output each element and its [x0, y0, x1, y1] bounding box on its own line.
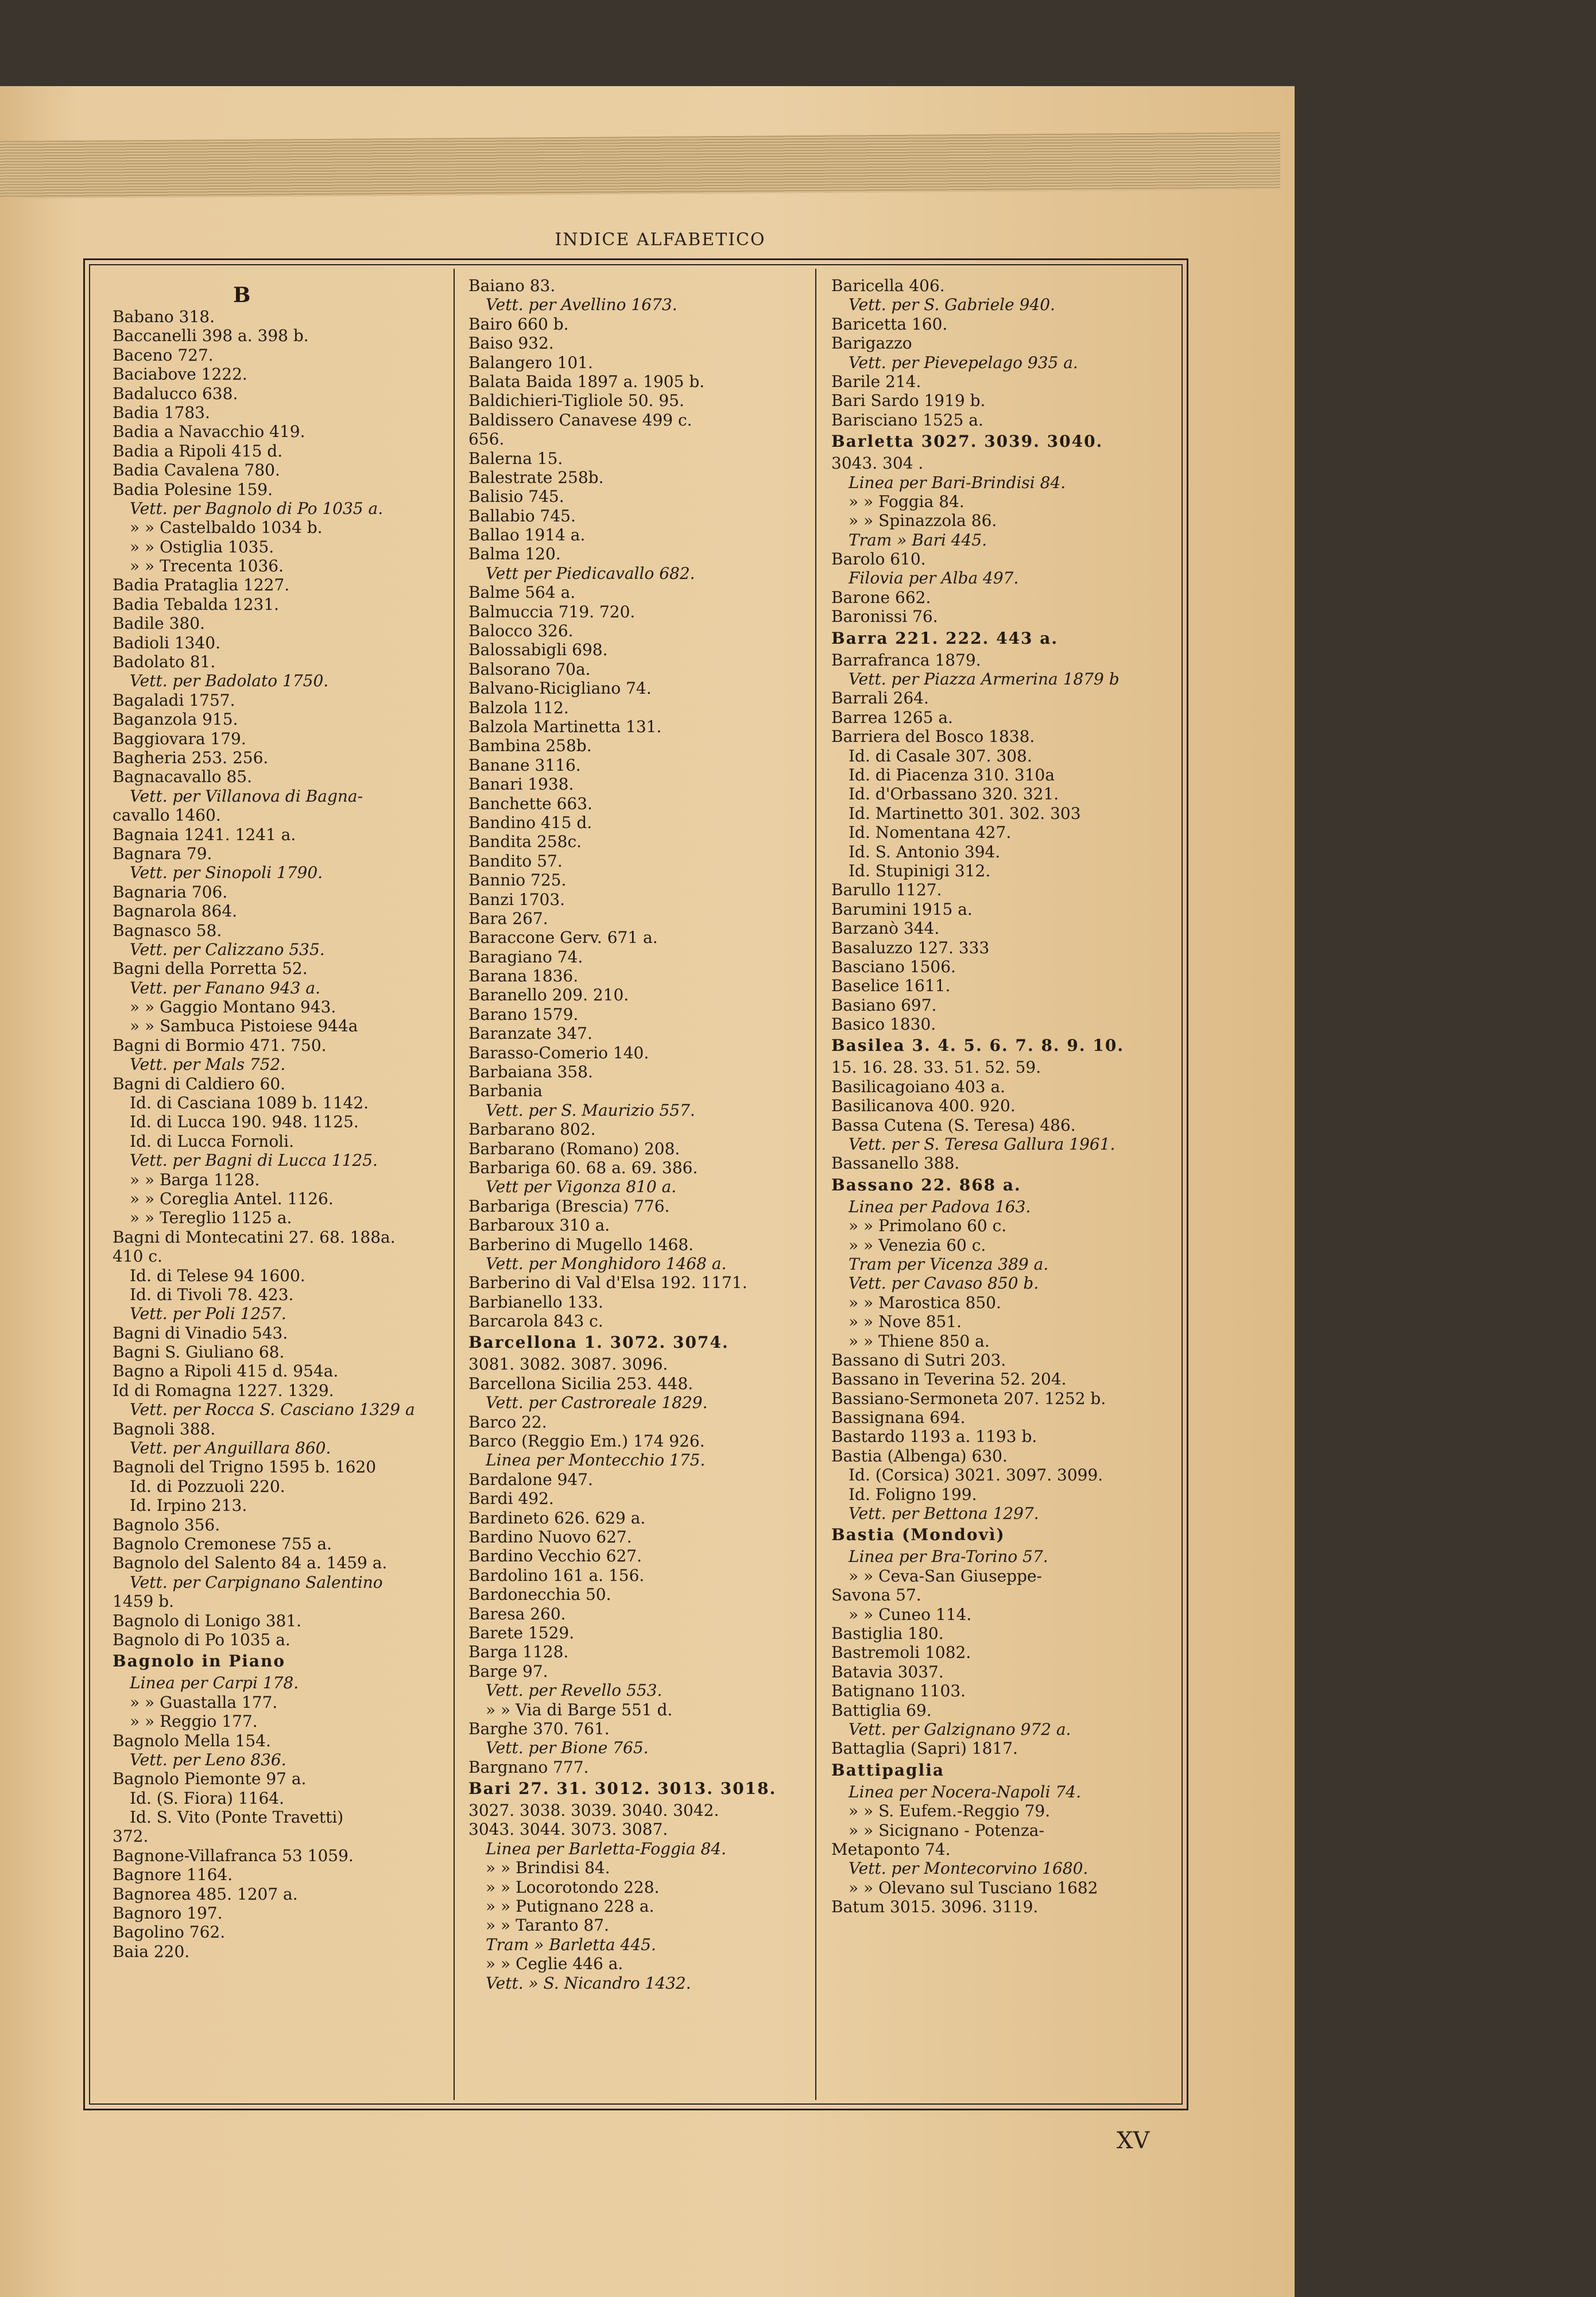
index-entry: Ballabio 745.	[468, 506, 576, 525]
index-entry: » » Spinazzola 86.	[849, 511, 997, 531]
index-entry: Bara 267.	[468, 908, 548, 928]
index-entry: Banzi 1703.	[468, 890, 565, 909]
index-entry: Linea per Padova 163.	[849, 1197, 1031, 1216]
index-entry: Balata Baida 1897 a. 1905 b.	[468, 372, 705, 391]
index-entry: Barge 97.	[468, 1661, 548, 1681]
index-entry: Vett. per Galzignano 972 a.	[849, 1719, 1071, 1739]
index-entry: Bassano 22. 868 a.	[831, 1175, 1021, 1194]
index-entry: Tram per Vicenza 389 a.	[849, 1254, 1049, 1274]
index-entry: Id. di Pozzuoli 220.	[130, 1476, 285, 1496]
index-entry: Basaluzzo 127. 333	[831, 938, 990, 957]
index-entry: Bagni di Caldiero 60.	[113, 1074, 286, 1093]
index-entry: Balestrate 258b.	[468, 467, 604, 487]
index-entry: » » Coreglia Antel. 1126.	[130, 1189, 334, 1208]
index-entry: Bannio 725.	[468, 871, 567, 890]
index-entry: Badalucco 638.	[113, 384, 238, 403]
index-entry: Linea per Montecchio 175.	[486, 1451, 706, 1470]
index-entry: Bastremoli 1082.	[831, 1643, 971, 1662]
index-entry: » » Ceglie 446 a.	[486, 1954, 623, 1974]
index-entry: Bari Sardo 1919 b.	[831, 391, 986, 411]
index-entry: Id. di Lucca 190. 948. 1125.	[130, 1112, 359, 1132]
index-entry: Bassa Cutena (S. Teresa) 486.	[831, 1115, 1076, 1135]
index-entry: Baceno 727.	[113, 345, 214, 365]
index-entry: Baiano 83.	[468, 276, 556, 295]
index-entry: Bagolino 762.	[113, 1923, 226, 1942]
index-entry: Barberino di Val d'Elsa 192. 1171.	[468, 1273, 747, 1293]
index-entry: Barbarano (Romano) 208.	[468, 1139, 680, 1158]
index-entry: Batignano 1103.	[831, 1681, 966, 1701]
index-entry: Banchette 663.	[468, 794, 592, 813]
index-entry: Id. Martinetto 301. 302. 303	[849, 803, 1081, 823]
index-entry: Bagnolo di Po 1035 a.	[113, 1630, 290, 1649]
index-entry: Badia a Navacchio 419.	[113, 422, 305, 442]
index-entry: Barghe 370. 761.	[468, 1719, 610, 1738]
index-entry: Batavia 3037.	[831, 1662, 944, 1681]
index-entry: Bagheria 253. 256.	[113, 748, 269, 767]
index-entry: Vett. per Poli 1257.	[130, 1304, 286, 1324]
index-entry: Vett. per Badolato 1750.	[130, 671, 329, 691]
index-entry: Barra 221. 222. 443 a.	[831, 628, 1059, 648]
index-entry: Tram » Bari 445.	[849, 530, 987, 550]
index-entry: » » Brindisi 84.	[486, 1858, 610, 1878]
index-entry: Vett. per S. Maurizio 557.	[486, 1100, 695, 1120]
index-entry: Bandito 57.	[468, 851, 563, 871]
index-entry: Vett. per Montecorvino 1680.	[849, 1859, 1088, 1878]
index-entry: » » Venezia 60 c.	[849, 1235, 986, 1255]
index-entry: Id. di Casale 307. 308.	[849, 746, 1032, 765]
index-entry: Basciano 1506.	[831, 957, 956, 976]
index-entry: Vett. per Leno 836.	[130, 1750, 286, 1769]
index-entry: Bagnolo in Piano	[113, 1652, 286, 1671]
index-entry: Baganzola 915.	[113, 710, 238, 729]
index-entry: Bagnacavallo 85.	[113, 767, 253, 787]
index-entry: Barasso-Comerio 140.	[468, 1043, 649, 1062]
index-entry: Bagnorea 485. 1207 a.	[113, 1884, 298, 1904]
index-entry: Basico 1830.	[831, 1015, 936, 1034]
index-entry: Vett. per Calizzano 535.	[130, 939, 325, 959]
index-entry: Barbaiana 358.	[468, 1062, 593, 1082]
index-entry: Baragiano 74.	[468, 947, 583, 966]
index-entry: Babano 318.	[113, 307, 215, 326]
index-entry: Id. S. Antonio 394.	[849, 842, 1001, 861]
index-entry: Id. di Piacenza 310. 310a	[849, 765, 1055, 784]
index-entry: » » Ostiglia 1035.	[130, 537, 274, 556]
index-entry: Bassanello 388.	[831, 1154, 960, 1173]
index-entry: Badia Prataglia 1227.	[113, 575, 290, 595]
index-entry: Barcellona 1. 3072. 3074.	[468, 1333, 729, 1352]
index-entry: Vett. per Cavaso 850 b.	[849, 1274, 1039, 1293]
index-entry: Filovia per Alba 497.	[849, 569, 1019, 588]
index-entry: » » Marostica 850.	[849, 1293, 1001, 1312]
index-entry: Bagnasco 58.	[113, 921, 222, 940]
index-entry: Barrali 264.	[831, 689, 929, 708]
index-entry: » » Barga 1128.	[130, 1170, 260, 1189]
index-entry: Id. di Tivoli 78. 423.	[130, 1285, 294, 1304]
index-entry: Barete 1529.	[468, 1623, 575, 1642]
index-entry: 3081. 3082. 3087. 3096.	[468, 1355, 668, 1374]
index-entry: Balzola Martinetta 131.	[468, 717, 662, 736]
index-entry: Battiglia 69.	[831, 1700, 932, 1720]
index-entry: Id. di Casciana 1089 b. 1142.	[130, 1093, 369, 1113]
index-entry: Baresa 260.	[468, 1604, 566, 1623]
index-entry: Bagni S. Giuliano 68.	[113, 1343, 285, 1362]
index-entry: Barano 1579.	[468, 1004, 579, 1024]
index-entry: Bastardo 1193 a. 1193 b.	[831, 1427, 1037, 1447]
index-entry: 15. 16. 28. 33. 51. 52. 59.	[831, 1058, 1041, 1077]
index-entry: Vett. per Sinopoli 1790.	[130, 863, 323, 883]
index-entry: Barbaroux 310 a.	[468, 1216, 610, 1235]
index-entry: 656.	[468, 430, 505, 449]
index-entry: Linea per Carpi 178.	[130, 1673, 299, 1693]
index-entry: Vett per Piedicavallo 682.	[486, 563, 695, 583]
index-entry: Vett. per Castroreale 1829.	[486, 1393, 708, 1413]
index-entry: Badioli 1340.	[113, 633, 220, 652]
index-entry: Bagni di Vinadio 543.	[113, 1323, 288, 1343]
index-entry: Bagni della Porretta 52.	[113, 959, 308, 979]
index-entry: Baricetta 160.	[831, 314, 948, 334]
index-entry: Linea per Barletta-Foggia 84.	[486, 1839, 727, 1858]
index-entry: Barrafranca 1879.	[831, 650, 981, 670]
index-entry: Vett. per Anguillara 860.	[130, 1438, 331, 1458]
index-entry: Bardi 492.	[468, 1489, 554, 1509]
index-entry: Bassignana 694.	[831, 1408, 966, 1428]
index-entry: Bagnarola 864.	[113, 902, 238, 921]
index-entry: Id. di Telese 94 1600.	[130, 1266, 305, 1285]
index-entry: Barriera del Bosco 1838.	[831, 727, 1035, 747]
index-entry: Battaglia (Sapri) 1817.	[831, 1739, 1018, 1758]
index-entry: Vett. per Villanova di Bagna-	[130, 786, 363, 806]
index-entry: Bagnaia 1241. 1241 a.	[113, 825, 296, 844]
index-entry: Baricella 406.	[831, 276, 945, 295]
index-entry: Bari 27. 31. 3012. 3013. 3018.	[468, 1779, 777, 1799]
index-entry: Banari 1938.	[468, 775, 574, 794]
index-entry: Badia Tebalda 1231.	[113, 594, 280, 614]
index-entry: Bagni di Montecatini 27. 68. 188a.	[113, 1227, 396, 1247]
index-entry: Bassano in Teverina 52. 204.	[831, 1370, 1067, 1389]
index-entry: Bastia (Mondovì)	[831, 1525, 1005, 1545]
index-entry: Barco (Reggio Em.) 174 926.	[468, 1432, 705, 1451]
index-entry: 1459 b.	[113, 1592, 174, 1611]
index-entry: Vett. per Bagni di Lucca 1125.	[130, 1151, 378, 1170]
index-entry: » » Gaggio Montano 943.	[130, 997, 336, 1017]
index-entry: Id. S. Vito (Ponte Travetti)	[130, 1808, 344, 1827]
index-entry: Barbianello 133.	[468, 1292, 603, 1312]
index-entry: Barone 662.	[831, 587, 931, 607]
index-entry: Vett. per S. Teresa Gallura 1961.	[849, 1135, 1115, 1154]
index-entry: Id. Stupinigi 312.	[849, 861, 991, 880]
page-number: XV	[1117, 2128, 1150, 2154]
index-entry: Baggiovara 179.	[113, 729, 246, 748]
index-entry: Baccanelli 398 a. 398 b.	[113, 326, 309, 346]
index-entry: » » Olevano sul Tusciano 1682	[849, 1878, 1098, 1897]
index-entry: Bardino Vecchio 627.	[468, 1546, 642, 1566]
index-entry: Basilea 3. 4. 5. 6. 7. 8. 9. 10.	[831, 1036, 1125, 1055]
index-entry: Balossabigli 698.	[468, 640, 608, 660]
index-entry: Baciabove 1222.	[113, 365, 247, 384]
index-entry: » » Primolano 60 c.	[849, 1216, 1007, 1236]
index-entry: Batum 3015. 3096. 3119.	[831, 1897, 1039, 1917]
index-entry: Id. (Corsica) 3021. 3097. 3099.	[849, 1465, 1103, 1485]
index-entry: Barisciano 1525 a.	[831, 410, 983, 430]
index-entry: Barcarola 843 c.	[468, 1312, 603, 1331]
index-entry: Bardalone 947.	[468, 1470, 593, 1489]
index-entry: Vett. per Monghidoro 1468 a.	[486, 1254, 727, 1273]
index-entry: Balerna 15.	[468, 448, 563, 468]
index-entry: » » Via di Barge 551 d.	[486, 1700, 673, 1719]
index-entry: Bastia (Albenga) 630.	[831, 1446, 1008, 1465]
index-entry: Balsorano 70a.	[468, 659, 591, 679]
index-entry: Vett. per Avellino 1673.	[486, 295, 677, 315]
index-entry: Savona 57.	[831, 1586, 921, 1605]
index-entry: Bardineto 626. 629 a.	[468, 1508, 646, 1528]
index-entry: » » S. Eufem.-Reggio 79.	[849, 1801, 1051, 1821]
index-entry: Basiano 697.	[831, 995, 937, 1015]
index-entry: » » Nove 851.	[849, 1312, 962, 1332]
index-frame	[83, 258, 1188, 2110]
index-entry: » » Putignano 228 a.	[486, 1897, 654, 1916]
index-entry: Baranzate 347.	[468, 1024, 592, 1043]
index-entry: Baronissi 76.	[831, 607, 938, 627]
index-entry: Vett. per Revello 553.	[486, 1681, 663, 1700]
index-entry: Barletta 3027. 3039. 3040.	[831, 432, 1103, 451]
index-entry: Barbarano 802.	[468, 1120, 596, 1139]
index-entry: Balisio 745.	[468, 487, 564, 506]
index-entry: Bassiano-Sermoneta 207. 1252 b.	[831, 1389, 1106, 1408]
index-entry: Bardolino 161 a. 156.	[468, 1565, 645, 1585]
index-entry: » » Thiene 850 a.	[849, 1331, 990, 1351]
index-entry: Bagnore 1164.	[113, 1865, 233, 1885]
index-entry: Vett. per Pievepelago 935 a.	[849, 353, 1078, 372]
index-entry: Id. (S. Fiora) 1164.	[130, 1788, 284, 1808]
index-entry: Vett. per Mals 752.	[130, 1055, 286, 1074]
index-entry: Bandita 258c.	[468, 832, 582, 852]
index-entry: » » Tereglio 1125 a.	[130, 1208, 292, 1228]
index-entry: Bagnone-Villafranca 53 1059.	[113, 1846, 354, 1865]
running-head: INDICE ALFABETICO	[555, 230, 766, 250]
index-entry: Badia a Ripoli 415 d.	[113, 441, 283, 461]
index-entry: Balangero 101.	[468, 353, 593, 372]
index-entry: Vett. » S. Nicandro 1432.	[486, 1973, 691, 1993]
index-entry: Id. Foligno 199.	[849, 1484, 977, 1504]
index-entry: Bardonecchia 50.	[468, 1585, 611, 1604]
index-entry: Barile 214.	[831, 372, 921, 391]
index-entry: Barolo 610.	[831, 550, 926, 569]
index-entry: 3027. 3038. 3039. 3040. 3042.	[468, 1801, 719, 1820]
index-entry: Id. d'Orbassano 320. 321.	[849, 784, 1059, 804]
index-entry: Bambina 258b.	[468, 736, 592, 756]
index-entry: Vett. per Fanano 943 a.	[130, 978, 320, 997]
index-entry: Bagnoli 388.	[113, 1419, 216, 1438]
index-entry: Bargnano 777.	[468, 1757, 589, 1777]
page-edge-stack	[0, 132, 1280, 199]
index-entry: Barberino di Mugello 1468.	[468, 1235, 694, 1254]
index-entry: Balocco 326.	[468, 621, 574, 641]
index-entry: Bagnolo Cremonese 755 a.	[113, 1534, 332, 1553]
index-entry: Bagnolo Mella 154.	[113, 1731, 271, 1750]
index-entry: Vett. per Bione 765.	[486, 1738, 649, 1758]
index-entry: Basilicagoiano 403 a.	[831, 1077, 1006, 1096]
index-entry: Bagnolo di Lonigo 381.	[113, 1611, 302, 1630]
index-entry: Badia Cavalena 780.	[113, 461, 280, 480]
section-letter: B	[233, 283, 252, 307]
index-entry: Banane 3116.	[468, 755, 581, 775]
index-entry: Badia Polesine 159.	[113, 479, 273, 499]
index-column-1	[113, 283, 415, 1961]
index-entry: Barana 1836.	[468, 966, 579, 986]
index-entry: Bagno a Ripoli 415 d. 954a.	[113, 1362, 339, 1381]
index-entry: Bassano di Sutri 203.	[831, 1350, 1006, 1370]
index-entry: Bairo 660 b.	[468, 314, 569, 334]
index-entry: Linea per Nocera-Napoli 74.	[849, 1782, 1081, 1801]
column-divider	[454, 269, 455, 2100]
index-entry: Baldissero Canavese 499 c.	[468, 410, 692, 430]
index-entry: Barumini 1915 a.	[831, 899, 973, 919]
index-entry: Barga 1128.	[468, 1642, 569, 1662]
index-entry: Vett. per Carpignano Salentino	[130, 1572, 383, 1592]
index-entry: Bardino Nuovo 627.	[468, 1528, 632, 1546]
index-entry: Barullo 1127.	[831, 880, 942, 900]
index-entry: Balzola 112.	[468, 698, 569, 717]
index-entry: Bagnaria 706.	[113, 882, 228, 902]
index-entry: 410 c.	[113, 1247, 162, 1266]
index-entry: Bagni di Bormio 471. 750.	[113, 1035, 327, 1055]
index-entry: Balme 564 a.	[468, 583, 576, 602]
index-entry: » » Castelbaldo 1034 b.	[130, 518, 323, 537]
index-entry: » » Sambuca Pistoiese 944a	[130, 1016, 358, 1036]
index-entry: Bagnolo Piemonte 97 a.	[113, 1769, 307, 1789]
index-entry: 3043. 3044. 3073. 3087.	[468, 1820, 668, 1839]
index-entry: » » Trecenta 1036.	[130, 556, 284, 576]
index-column-3	[831, 276, 1124, 1916]
index-entry: Barbariga 60. 68 a. 69. 386.	[468, 1158, 698, 1177]
index-entry: » » Sicignano - Potenza-	[849, 1820, 1044, 1840]
index-entry: » » Ceva-San Giuseppe-	[849, 1566, 1043, 1586]
index-entry: cavallo 1460.	[113, 806, 221, 825]
index-entry: Barzanò 344.	[831, 919, 940, 938]
index-entry: Vett. per Bagnolo di Po 1035 a.	[130, 498, 383, 518]
index-entry: Baselice 1611.	[831, 976, 951, 996]
index-entry: Badolato 81.	[113, 652, 216, 672]
index-entry: Id di Romagna 1227. 1329.	[113, 1380, 334, 1400]
index-entry: Id. Nomentana 427.	[849, 823, 1012, 842]
index-entry: Barbariga (Brescia) 776.	[468, 1196, 670, 1216]
index-entry: 3043. 304 .	[831, 454, 924, 473]
index-entry: Tram » Barletta 445.	[486, 1935, 656, 1954]
index-entry: Barcellona Sicilia 253. 448.	[468, 1374, 694, 1393]
index-entry: Id. di Lucca Fornoli.	[130, 1131, 294, 1151]
index-entry: Baraccone Gerv. 671 a.	[468, 928, 658, 948]
index-entry: Barbania	[468, 1081, 543, 1101]
index-entry: Bagnoro 197.	[113, 1904, 223, 1923]
index-entry: Balmuccia 719. 720.	[468, 602, 636, 621]
index-entry: Vett. per S. Gabriele 940.	[849, 295, 1055, 315]
index-entry: Bagnara 79.	[113, 844, 212, 863]
index-entry: Vett per Vigonza 810 a.	[486, 1177, 677, 1197]
index-entry: Barigazzo	[831, 334, 912, 353]
index-entry: Battipaglia	[831, 1760, 945, 1780]
index-entry: Id. Irpino 213.	[130, 1496, 247, 1515]
index-entry: Balvano-Ricigliano 74.	[468, 679, 652, 698]
index-entry: Barrea 1265 a.	[831, 707, 953, 727]
index-entry: Linea per Bra-Torino 57.	[849, 1547, 1048, 1567]
index-entry: Bandino 415 d.	[468, 813, 592, 832]
index-entry: Badia 1783.	[113, 403, 210, 422]
index-entry: » » Locorotondo 228.	[486, 1877, 660, 1897]
index-entry: Metaponto 74.	[831, 1839, 951, 1859]
index-entry: Vett. per Bettona 1297.	[849, 1504, 1039, 1523]
index-entry: Barco 22.	[468, 1412, 547, 1432]
index-entry: Bastiglia 180.	[831, 1624, 944, 1643]
index-entry: Balma 120.	[468, 544, 561, 564]
index-entry: Badile 380.	[113, 614, 205, 633]
index-entry: Bagaladi 1757.	[113, 690, 235, 710]
index-entry: Baldichieri-Tigliole 50. 95.	[468, 391, 684, 411]
index-entry: Basilicanova 400. 920.	[831, 1096, 1016, 1116]
index-entry: Baiso 932.	[468, 334, 554, 353]
index-entry: Vett. per Rocca S. Casciano 1329 a	[130, 1400, 415, 1420]
index-entry: 372.	[113, 1827, 149, 1846]
index-entry: Baia 220.	[113, 1942, 190, 1961]
index-entry: Baranello 209. 210.	[468, 985, 629, 1005]
index-column-2	[468, 276, 776, 1993]
index-entry: Vett. per Piazza Armerina 1879 b	[849, 670, 1119, 689]
index-entry: » » Reggio 177.	[130, 1712, 258, 1731]
index-entry: » » Guastalla 177.	[130, 1692, 278, 1712]
index-entry: Bagnolo 356.	[113, 1515, 220, 1534]
index-entry: Ballao 1914 a.	[468, 525, 586, 545]
index-entry: Bagnolo del Salento 84 a. 1459 a.	[113, 1553, 388, 1573]
column-divider	[815, 269, 816, 2100]
index-entry: » » Cuneo 114.	[849, 1604, 972, 1624]
index-entry: Bagnoli del Trigno 1595 b. 1620	[113, 1457, 377, 1477]
index-entry: » » Foggia 84.	[849, 492, 964, 511]
index-entry: » » Taranto 87.	[486, 1916, 609, 1935]
index-entry: Linea per Bari-Brindisi 84.	[849, 473, 1066, 492]
